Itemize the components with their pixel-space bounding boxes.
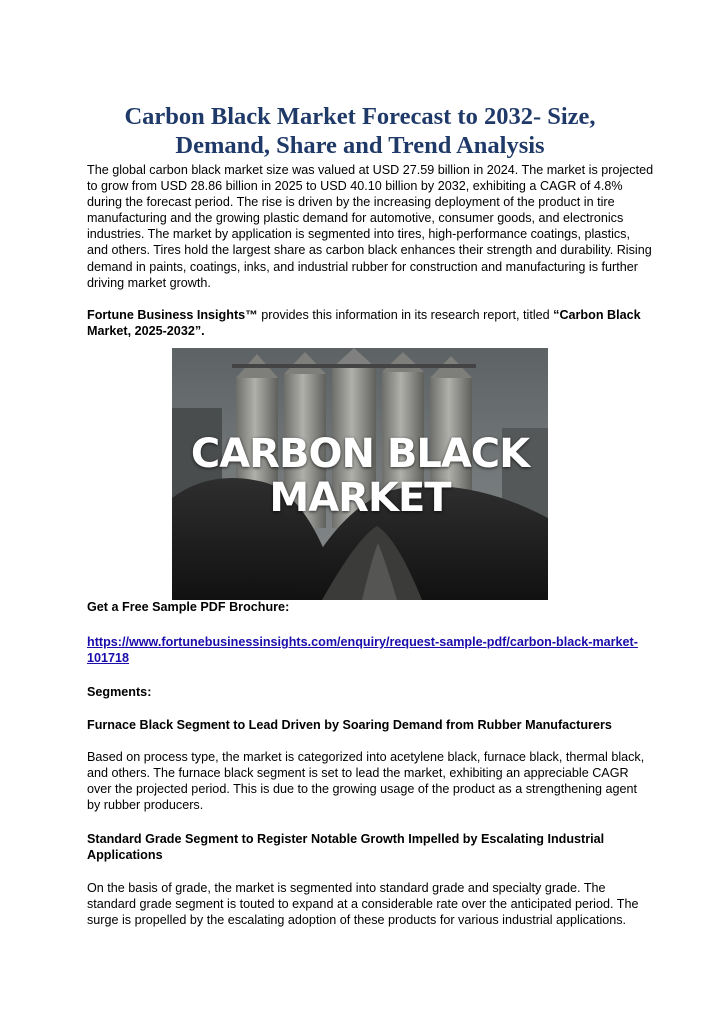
report-title-part-1: “Carbon Black [553, 308, 641, 322]
title-line-1: Carbon Black Market Forecast to 2032- Size, [124, 103, 596, 131]
sample-link[interactable] [87, 634, 647, 666]
intro-paragraph [87, 162, 654, 291]
intro-line: during the forecast period. The rise is driven by the increasing deployment of the product in tire [87, 195, 615, 210]
section-2-line: surge is propelled by the escalating adoption of these products for various industrial applications. [87, 913, 627, 928]
section-2-body [87, 880, 647, 928]
brand-name: Fortune Business Insights™ [87, 308, 258, 322]
source-line-1 [87, 307, 647, 323]
intro-line: The global carbon black market size was valued at USD 27.59 billion in 2024. The market is projected [87, 163, 654, 177]
section-1-line: over the projected period. This is due to the growing usage of the product as a strengthening agent [87, 782, 638, 797]
market-hero-image [172, 348, 548, 600]
intro-line: and others. Tires hold the largest share as carbon black enhances their strength and durability. Rising [87, 243, 652, 258]
sample-link-line-2[interactable]: 101718 [87, 651, 130, 666]
section-2-heading-line: Standard Grade Segment to Register Notable Growth Impelled by Escalating Industrial [87, 832, 605, 846]
section-2-line: On the basis of grade, the market is segmented into standard grade and specialty grade. The [87, 881, 606, 895]
intro-line: to grow from USD 28.86 billion in 2025 to USD 40.10 billion by 2032, exhibiting a CAGR of 4.8% [87, 179, 623, 194]
section-1-line: by rubber producers. [87, 798, 204, 813]
title-line-2: Demand, Share and Trend Analysis [175, 132, 545, 160]
intro-line: driving market growth. [87, 275, 211, 290]
image-caption-line-1: CARBON BLACK [190, 431, 530, 477]
section-1-line: and others. The furnace black segment is set to lead the market, exhibiting an appreciable CAGR [87, 766, 629, 781]
sample-link-line-1[interactable]: https://www.fortunebusinessinsights.com/enquiry/request-sample-pdf/carbon-black-market- [87, 635, 638, 649]
segments-heading-text: Segments: [87, 685, 152, 699]
section-1-heading-text: Furnace Black Segment to Lead Driven by Soaring Demand from Rubber Manufacturers [87, 718, 612, 732]
segments-heading [87, 684, 647, 700]
section-1-line: Based on process type, the market is categorized into acetylene black, furnace black, thermal black, [87, 750, 645, 764]
report-title-part-2: Market, 2025-2032”. [87, 324, 205, 339]
source-middle-text: provides this information in its research report, titled [257, 308, 554, 322]
source-paragraph [87, 307, 647, 339]
page-title [60, 102, 660, 160]
section-1-body [87, 749, 647, 813]
intro-line: industries. The market by application is segmented into tires, high-performance coatings, plastics, [87, 227, 630, 242]
intro-line: demand in paints, coatings, inks, and industrial rubber for construction and manufacturing is further [87, 259, 638, 274]
image-caption-overlay [172, 432, 548, 520]
image-caption-line-2: MARKET [269, 475, 451, 521]
sample-label-text: Get a Free Sample PDF Brochure: [87, 600, 290, 614]
section-1-heading [87, 717, 647, 733]
section-2-line: standard grade segment is touted to expand at a considerable rate over the anticipated period. The [87, 897, 639, 912]
sample-label [87, 599, 647, 615]
section-2-heading [87, 831, 647, 863]
intro-line: manufacturing and the growing plastic demand for automotive, consumer goods, and electronics [87, 211, 624, 226]
section-2-heading-line: Applications [87, 848, 163, 863]
